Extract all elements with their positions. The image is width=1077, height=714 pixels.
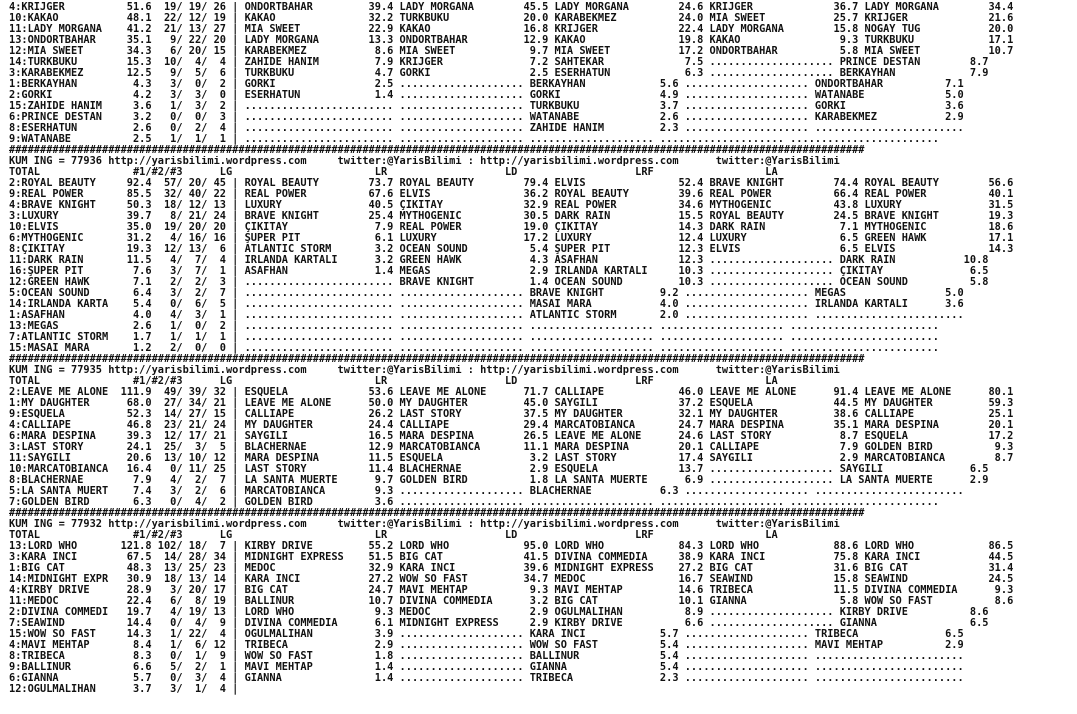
text-line: KUM ING = 77935 http://yarisbilimi.wordpress.com twitter:@YarisBilimi : http://yarisbilimi.wordpress.com twitter:@YarisBilimi bbox=[9, 365, 840, 376]
text-line: 3:LAST STORY 24.1 25/ 3/ 5 | BLACHERNAE 12.9 MARCATOBIANCA 11.1 MARA DESPINA 20.1 CALLIAPE 7.9 GOLDEN BIRD 9.3 bbox=[9, 442, 1014, 453]
text-line: 14:İRLANDA KARTA 5.4 0/ 6/ 5 | ........................ .................... MASAI MARA 4.0 .................... İRLANDA KARTALI 3.6 bbox=[9, 299, 964, 310]
text-line: 2:DIVINA COMMEDI 19.7 4/ 19/ 13 | LORD WHO 9.3 MEDOC 2.9 OĞULMALİHAN 8.9 .................... KIRBY DRIVE 8.6 bbox=[9, 607, 989, 618]
text-line: 8:TRIBECA 8.3 0/ 1/ 9 | WOW SO FAST 1.8 .................... BALLINUR 5.4 .................... ........................ bbox=[9, 651, 964, 662]
text-line: 3:KARA İNCİ 67.5 14/ 28/ 34 | MIDNIGHT EXPRESS 51.5 BIG CAT 41.5 DIVINA COMMEDIA 38.9 KARA İNCİ 75.8 KARA İNCİ 44.5 bbox=[9, 552, 1014, 563]
text-line: 4:CALLIAPE 46.8 23/ 21/ 24 | MY DAUGHTER 24.4 CALLIAPE 29.4 MARCATOBIANCA 24.7 MARA DESPINA 35.1 MARA DESPINA 20.1 bbox=[9, 420, 1014, 431]
text-line: 2:LEAVE ME ALONE 111.9 49/ 39/ 32 | ESQUELA 53.6 LEAVE ME ALONE 71.7 CALLIAPE 46.0 LEAVE ME ALONE 91.4 LEAVE ME ALONE 80.1 bbox=[9, 387, 1014, 398]
text-line: 10:KAKAO 48.1 22/ 12/ 19 | KAKAO 32.2 TÜRKBÜKÜ 20.0 KARABEKMEZ 24.0 MIA SWEET 25.7 KRIJGER 21.6 bbox=[9, 13, 1014, 24]
text-line: 4:KIRBY DRIVE 28.9 3/ 20/ 17 | BIG CAT 24.7 MAVİ MEHTAP 9.3 MAVİ MEHTAP 14.6 TRIBECA 11.5 DIVINA COMMEDIA 9.3 bbox=[9, 585, 1014, 596]
text-line: 1:ASAFHAN 4.0 4/ 3/ 1 | ........................ .................... ATLANTIC STORM 2.0 .................... ........................ bbox=[9, 310, 964, 321]
text-line: 6:GIANNA 5.7 0/ 3/ 4 | GIANNA 1.4 .................... TRIBECA 2.3 .................... ........................ bbox=[9, 673, 964, 684]
race-stats-sheet bbox=[9, 0, 1013, 695]
text-line: 8:BLACHERNAE 7.9 4/ 2/ 7 | LA SANTA MUERTE 9.7 GOLDEN BIRD 1.8 LA SANTA MUERTE 6.9 .................... LA SANTA MUERTE 2.9 bbox=[9, 475, 989, 486]
text-line: 7:ATLANTIC STORM 1.7 1/ 1/ 1 | ........................ .................... .................... .................... ........................ bbox=[9, 332, 939, 343]
text-line: 13:MEGAS 2.6 1/ 0/ 2 | ........................ .................... .................... .................... ........................ bbox=[9, 321, 939, 332]
text-line: 8:ÇİKİTAY 19.3 12/ 13/ 6 | ATLANTIC STORM 3.2 OCEAN SOUND 5.4 ŞUPER PIT 12.3 ELVIS 6.5 ELVIS 14.3 bbox=[9, 244, 1014, 255]
text-line: TOTAL #1/#2/#3 LG LR LD LRF LA bbox=[9, 530, 778, 541]
text-line: 11:LADY MORGANA 41.2 21/ 13/ 27 | MIA SWEET 22.9 KAKAO 16.8 KRIJGER 22.4 LADY MORGANA 15.8 NOGAY TUĞ 20.0 bbox=[9, 24, 1014, 35]
text-line: 9:WATANABE 2.5 1/ 1/ 1 | ........................ .................... .................... .................... ........................ bbox=[9, 134, 939, 145]
text-line: 12:OĞULMALİHAN 3.7 3/ 1/ 4 | bbox=[9, 684, 239, 695]
text-line: 11:MEDOC 22.4 6/ 8/ 19 | BALLINUR 10.7 DIVINA COMMEDIA 3.2 BIG CAT 10.1 GIANNA 5.8 WOW SO FAST 8.6 bbox=[9, 596, 1014, 607]
text-line: 4:MAVİ MEHTAP 8.4 1/ 6/ 12 | TRIBECA 2.9 .................... WOW SO FAST 5.4 .................... MAVİ MEHTAP 2.9 bbox=[9, 640, 964, 651]
text-line: 6:MYTHOGENIC 31.2 4/ 16/ 16 | ŞUPER PIT 6.1 LUXURY 17.2 LUXURY 12.4 LUXURY 6.5 GREEN HAWK 17.1 bbox=[9, 233, 1014, 244]
text-line: 12:GREEN HAWK 7.1 2/ 2/ 3 | ........................ BRAVE KNIGHT 1.4 OCEAN SOUND 10.3 .................... OCEAN SOUND 5.8 bbox=[9, 277, 989, 288]
text-line: 1:MY DAUGHTER 68.0 27/ 34/ 21 | LEAVE ME ALONE 50.0 MY DAUGHTER 45.0 SAYGILI 37.2 ESQUELA 44.5 MY DAUGHTER 59.3 bbox=[9, 398, 1014, 409]
text-line: 7:GOLDEN BIRD 6.3 0/ 4/ 2 | GOLDEN BIRD 3.6 .................... .................... .................... ........................ bbox=[9, 497, 939, 508]
text-line: 3:LUXURY 39.7 8/ 21/ 24 | BRAVE KNIGHT 25.4 MYTHOGENIC 30.5 DARK RAIN 15.5 ROYAL BEAUTY 24.5 BRAVE KNIGHT 19.3 bbox=[9, 211, 1014, 222]
text-line: 14:TÜRKBÜKÜ 15.3 10/ 4/ 4 | ZAHIDE HANIM 7.9 KRIJGER 7.2 SAHTEKAR 7.5 .................... PRINCE DESTAN 8.7 bbox=[9, 57, 989, 68]
text-line: 11:DARK RAIN 11.5 4/ 7/ 4 | İRLANDA KARTALI 3.2 GREEN HAWK 4.3 ASAFHAN 12.3 .................... DARK RAIN 10.8 bbox=[9, 255, 989, 266]
text-line: 4:KRIJGER 51.6 19/ 19/ 26 | ONDÖRTBAHAR 39.4 LADY MORGANA 45.5 LADY MORGANA 24.6 KRIJGER 36.7 LADY MORGANA 34.4 bbox=[9, 2, 1014, 13]
text-line: 1:BIG CAT 48.3 13/ 25/ 23 | MEDOC 32.9 KARA İNCİ 39.6 MIDNIGHT EXPRESS 27.2 BIG CAT 31.6 BIG CAT 31.4 bbox=[9, 563, 1014, 574]
text-line: 5:OCEAN SOUND 6.4 3/ 2/ 7 | ........................ .................... BRAVE KNIGHT 9.2 .................... MEGAS 5.0 bbox=[9, 288, 964, 299]
text-line: 4:BRAVE KNIGHT 50.3 18/ 12/ 13 | LUXURY 40.5 ÇİKİTAY 32.9 REAL POWER 34.6 MYTHOGENIC 43.8 LUXURY 31.5 bbox=[9, 200, 1014, 211]
text-line: 7:SEAWIND 14.4 0/ 4/ 9 | DIVINA COMMEDIA 6.1 MIDNIGHT EXPRESS 2.9 KIRBY DRIVE 6.6 .................... GIANNA 6.5 bbox=[9, 618, 989, 629]
text-line: 2:ROYAL BEAUTY 92.4 57/ 20/ 45 | ROYAL BEAUTY 73.7 ROYAL BEAUTY 79.4 ELVIS 52.4 BRAVE KNIGHT 74.4 ROYAL BEAUTY 56.6 bbox=[9, 178, 1014, 189]
text-line: 5:LA SANTA MUERT 7.4 3/ 2/ 6 | MARCATOBIANCA 9.3 .................... BLACHERNAE 6.3 .................... ........................ bbox=[9, 486, 964, 497]
text-line: 9:BALLINUR 6.6 5/ 2/ 1 | MAVİ MEHTAP 1.4 .................... GIANNA 5.4 .................... ........................ bbox=[9, 662, 964, 673]
text-line: 14:MIDNIGHT EXPR 30.9 18/ 13/ 14 | KARA İNCİ 27.2 WOW SO FAST 34.7 MEDOC 16.7 SEAWIND 15.8 SEAWIND 24.5 bbox=[9, 574, 1014, 585]
text-line: 9:ESQUELA 52.3 14/ 27/ 15 | CALLIAPE 26.2 LAST STORY 37.5 MY DAUGHTER 32.1 MY DAUGHTER 38.6 CALLIAPE 25.1 bbox=[9, 409, 1014, 420]
text-line: 13:LORD WHO 121.8 102/ 18/ 7 | KIRBY DRIVE 55.2 LORD WHO 95.0 LORD WHO 84.3 LORD WHO 88.6 LORD WHO 86.5 bbox=[9, 541, 1014, 552]
text-line: 15:MASAI MARA 1.2 2/ 0/ 0 | ........................ .................... .................... .................... ........................ bbox=[9, 343, 939, 354]
text-line: KUM ING = 77932 http://yarisbilimi.wordpress.com twitter:@YarisBilimi : http://yarisbilimi.wordpress.com twitter:@YarisBilimi bbox=[9, 519, 840, 530]
text-line: 3:KARABEKMEZ 12.5 9/ 5/ 6 | TÜRKBÜKÜ 4.7 GÖRKİ 2.5 ESERHATUN 6.3 .................... BERKAYHAN 7.9 bbox=[9, 68, 989, 79]
text-line: 1:BERKAYHAN 4.3 3/ 0/ 2 | GÖRKİ 2.5 .................... BERKAYHAN 5.6 .................... ONDÖRTBAHAR 7.1 bbox=[9, 79, 964, 90]
text-line: TOTAL #1/#2/#3 LG LR LD LRF LA bbox=[9, 376, 778, 387]
text-line: 10:MARCATOBIANCA 16.4 0/ 11/ 25 | LAST STORY 11.4 BLACHERNAE 2.9 ESQUELA 13.7 .................... SAYGILI 6.5 bbox=[9, 464, 989, 475]
text-line: 15:ZAHIDE HANIM 3.6 1/ 3/ 2 | ........................ .................... TÜRKBÜKÜ 3.7 .................... GÖRKİ 3.6 bbox=[9, 101, 964, 112]
text-line: ########################################################################################################################################## bbox=[9, 508, 865, 519]
text-line: ########################################################################################################################################## bbox=[9, 145, 865, 156]
text-line: 2:GÖRKİ 4.2 3/ 3/ 0 | ESERHATUN 1.4 .................... GÖRKİ 4.9 .................... WATANABE 5.0 bbox=[9, 90, 964, 101]
text-line: TOTAL #1/#2/#3 LG LR LD LRF LA bbox=[9, 167, 778, 178]
text-line: ########################################################################################################################################## bbox=[9, 354, 865, 365]
text-line: 13:ONDÖRTBAHAR 35.1 9/ 22/ 20 | LADY MORGANA 13.3 ONDÖRTBAHAR 12.9 KAKAO 19.8 KAKAO 9.3 TÜRKBÜKÜ 17.1 bbox=[9, 35, 1014, 46]
text-line: 6:PRINCE DESTAN 3.2 0/ 0/ 3 | ........................ .................... WATANABE 2.6 .................... KARABEKMEZ 2.9 bbox=[9, 112, 964, 123]
text-line: KUM ING = 77936 http://yarisbilimi.wordpress.com twitter:@YarisBilimi : http://yarisbilimi.wordpress.com twitter:@YarisBilimi bbox=[9, 156, 840, 167]
text-line: 10:ELVIS 35.0 19/ 20/ 20 | ÇİKİTAY 7.9 REAL POWER 19.0 ÇİKİTAY 14.3 DARK RAIN 7.1 MYTHOGENIC 18.6 bbox=[9, 222, 1014, 233]
text-line: 8:ESERHATUN 2.6 0/ 2/ 4 | ........................ .................... ZAHIDE HANIM 2.3 .................... ........................ bbox=[9, 123, 964, 134]
text-line: 6:MARA DESPINA 39.3 12/ 17/ 21 | SAYGILI 16.5 MARA DESPINA 26.5 LEAVE ME ALONE 24.6 LAST STORY 8.7 ESQUELA 17.2 bbox=[9, 431, 1014, 442]
text-line: 16:ŞUPER PIT 7.6 3/ 7/ 1 | ASAFHAN 1.4 MEGAS 2.9 İRLANDA KARTALI 10.3 .................... ÇİKİTAY 6.5 bbox=[9, 266, 989, 277]
text-line: 15:WOW SO FAST 14.3 1/ 22/ 4 | OĞULMALİHAN 3.9 .................... KARA İNCİ 5.7 .................... TRIBECA 6.5 bbox=[9, 629, 964, 640]
text-line: 12:MIA SWEET 34.3 6/ 20/ 15 | KARABEKMEZ 8.6 MIA SWEET 9.7 MIA SWEET 17.2 ONDÖRTBAHAR 5.8 MIA SWEET 10.7 bbox=[9, 46, 1014, 57]
text-line: 11:SAYGILI 20.6 13/ 10/ 12 | MARA DESPINA 11.5 ESQUELA 3.2 LAST STORY 17.4 SAYGILI 2.9 MARCATOBIANCA 8.7 bbox=[9, 453, 1014, 464]
text-line: 9:REAL POWER 85.5 32/ 40/ 22 | REAL POWER 67.6 ELVIS 36.2 ROYAL BEAUTY 39.6 REAL POWER 66.4 REAL POWER 40.1 bbox=[9, 189, 1014, 200]
